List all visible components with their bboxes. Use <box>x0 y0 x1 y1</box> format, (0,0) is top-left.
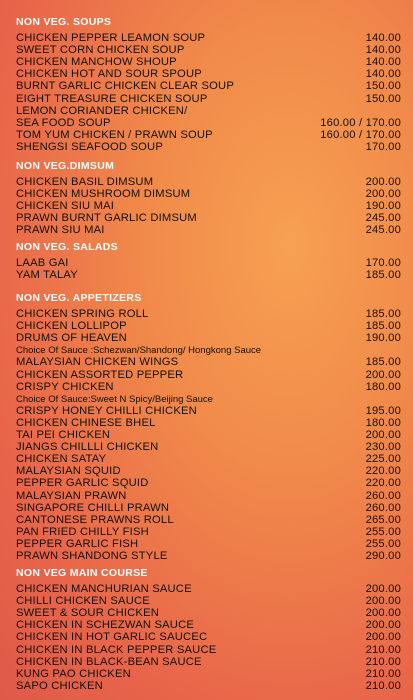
item-price: 180.00 <box>365 380 401 393</box>
item-name: DRUMS OF HEAVEN <box>16 332 127 345</box>
item-name: MALAYSIAN SQUID <box>16 465 121 478</box>
item-name: CRISPY HONEY CHILLI CHICKEN <box>16 404 197 417</box>
item-name: JIANGS CHILLLI CHICKEN <box>16 441 159 454</box>
menu-item <box>16 369 401 381</box>
item-name: TAI PEI CHICKEN <box>16 429 111 441</box>
item-price: 210.00 <box>365 643 401 656</box>
item-price: 140.00 <box>365 56 401 69</box>
item-name: LEMON CORIANDER CHICKEN/ <box>16 104 188 117</box>
item-price: 140.00 <box>365 44 401 57</box>
item-price: 170.00 <box>365 140 401 153</box>
item-name: SEA FOOD SOUP <box>16 116 111 129</box>
menu-item <box>16 514 401 526</box>
menu-item <box>16 129 401 141</box>
menu-item <box>16 212 401 224</box>
item-name: CHICKEN PEPPER LEAMON SOUP <box>16 32 206 44</box>
menu-item <box>16 381 401 393</box>
menu-item <box>16 656 401 668</box>
item-name: LAAB GAI <box>16 257 69 269</box>
menu-item <box>16 32 401 44</box>
item-price: 200.00 <box>365 176 401 188</box>
menu-item <box>16 619 401 631</box>
menu-item <box>16 332 401 344</box>
item-price: 210.00 <box>365 655 401 668</box>
item-name: SHENGSI SEAFOOD SOUP <box>16 140 163 153</box>
item-name: CHICKEN LOLLIPOP <box>16 320 127 333</box>
menu-item <box>16 668 401 680</box>
item-price: 255.00 <box>365 537 401 550</box>
item-name: PRAWN BURNT GARLIC DIMSUM <box>16 212 197 225</box>
menu-item <box>16 93 401 105</box>
item-name: PRAWN SHANDONG STYLE <box>16 550 168 562</box>
item-price: 200.00 <box>365 631 401 644</box>
menu-item <box>16 117 401 129</box>
item-name: CHICKEN IN BLACK-BEAN SAUCE <box>16 655 202 668</box>
item-price: 200.00 <box>365 583 401 595</box>
menu-item <box>16 441 401 453</box>
item-price: 190.00 <box>365 332 401 345</box>
item-price: 200.00 <box>365 429 401 441</box>
sauce-choice-note: Choice Of Sauce :Schezwan/Shandong/ Hongkong Sauce <box>16 345 262 357</box>
item-name: SWEET CORN CHICKEN SOUP <box>16 44 185 57</box>
menu-item <box>16 224 401 236</box>
section-title: NON VEG. APPETIZERS <box>16 292 142 304</box>
item-name: CHICKEN SPRING ROLL <box>16 308 149 320</box>
item-name: MALAYSIAN CHICKEN WINGS <box>16 356 179 369</box>
sauce-choice-note: Choice Of Sauce:Sweet N Spicy/Beijing Sauce <box>16 393 213 405</box>
item-name: TOM YUM CHICKEN / PRAWN SOUP <box>16 128 213 141</box>
item-name: SWEET & SOUR CHICKEN <box>16 607 160 620</box>
item-name: CHICKEN IN HOT GARLIC SAUCEC <box>16 631 208 644</box>
menu-item <box>16 44 401 56</box>
item-name: YAM TALAY <box>16 269 78 282</box>
item-name: PEPPER GARLIC FISH <box>16 537 139 550</box>
menu-item <box>16 105 401 117</box>
item-price: 260.00 <box>365 489 401 502</box>
item-name: PRAWN SIU MAI <box>16 224 105 237</box>
item-price: 180.00 <box>365 416 401 429</box>
menu-item <box>16 502 401 514</box>
item-price: 265.00 <box>365 513 401 526</box>
item-name: BURNT GARLIC CHICKEN CLEAR SOUP <box>16 80 234 93</box>
item-name: CHICKEN BASIL DIMSUM <box>16 176 154 188</box>
section-title: NON VEG MAIN COURSE <box>16 567 148 579</box>
menu-item <box>16 141 401 153</box>
section-title: NON VEG. SALADS <box>16 241 118 253</box>
item-price: 225.00 <box>365 453 401 466</box>
item-name: PAN FRIED CHILLY FISH <box>16 525 149 538</box>
item-price: 185.00 <box>365 320 401 333</box>
item-name: KUNG PAO CHICKEN <box>16 667 131 680</box>
item-price: 185.00 <box>365 356 401 369</box>
item-name: CHICKEN HOT AND SOUR SPOUP <box>16 68 202 81</box>
menu-item <box>16 465 401 477</box>
menu-item <box>16 429 401 441</box>
item-price: 150.00 <box>365 80 401 93</box>
menu-item <box>16 550 401 562</box>
menu-item <box>16 356 401 368</box>
item-name: PEPPER GARLIC SQUID <box>16 477 149 490</box>
menu-item <box>16 405 401 417</box>
menu-item <box>16 188 401 200</box>
section-title: NON VEG. SOUPS <box>16 16 112 28</box>
item-name: SINGAPORE CHILLI PRAWN <box>16 501 170 514</box>
menu-item <box>16 607 401 619</box>
menu-item <box>16 453 401 465</box>
item-price: 160.00 / 170.00 <box>320 128 401 141</box>
item-name: CHICKEN IN SCHEZWAN SAUCE <box>16 619 195 632</box>
menu-item <box>16 176 401 188</box>
item-price: 140.00 <box>365 32 401 44</box>
menu-item <box>16 80 401 92</box>
menu-item <box>16 200 401 212</box>
item-name: MALAYSIAN PRAWN <box>16 489 127 502</box>
item-price: 290.00 <box>365 550 401 562</box>
item-price: 190.00 <box>365 200 401 213</box>
item-price: 140.00 <box>365 68 401 81</box>
item-price: 260.00 <box>365 501 401 514</box>
menu-item <box>16 631 401 643</box>
item-price: 255.00 <box>365 525 401 538</box>
item-price: 200.00 <box>365 368 401 381</box>
menu-item <box>16 583 401 595</box>
item-name: CHICKEN CHINESE BHEL <box>16 416 156 429</box>
menu-item <box>16 477 401 489</box>
item-price: 210.00 <box>365 679 401 692</box>
item-name: CHICKEN MUSHROOM DIMSUM <box>16 188 191 201</box>
item-name: CHILLI CHICKEN SAUCE <box>16 595 150 608</box>
item-name: CHICKEN SIU MAI <box>16 200 115 213</box>
item-price: 185.00 <box>365 308 401 320</box>
item-name: CHICKEN IN BLACK PEPPER SAUCE <box>16 643 217 656</box>
item-price: 150.00 <box>365 92 401 105</box>
menu-item <box>16 68 401 80</box>
menu-item <box>16 417 401 429</box>
menu-item <box>16 526 401 538</box>
menu-item <box>16 595 401 607</box>
menu-item <box>16 538 401 550</box>
item-price: 245.00 <box>365 224 401 237</box>
item-name: CHICKEN MANCHURIAN SAUCE <box>16 583 192 595</box>
item-name: EIGHT TREASURE CHICKEN SOUP <box>16 92 208 105</box>
item-name: SAPO CHICKEN <box>16 679 103 692</box>
menu-item <box>16 490 401 502</box>
item-price: 230.00 <box>365 441 401 454</box>
item-price: 200.00 <box>365 619 401 632</box>
item-name: CHICKEN ASSORTED PEPPER <box>16 368 184 381</box>
section-title: NON VEG.DIMSUM <box>16 160 115 172</box>
item-price: 170.00 <box>365 257 401 269</box>
item-price: 210.00 <box>365 667 401 680</box>
item-price: 200.00 <box>365 607 401 620</box>
item-name: CANTONESE PRAWNS ROLL <box>16 513 174 526</box>
item-price: 185.00 <box>365 269 401 282</box>
item-price: 200.00 <box>365 595 401 608</box>
menu-item <box>16 308 401 320</box>
item-price: 160.00 / 170.00 <box>320 116 401 129</box>
menu-item <box>16 269 401 281</box>
item-price: 220.00 <box>365 465 401 478</box>
item-price: 200.00 <box>365 188 401 201</box>
item-name: CHICKEN MANCHOW SHOUP <box>16 56 177 69</box>
menu-item <box>16 644 401 656</box>
item-name: CHICKEN SATAY <box>16 453 107 466</box>
menu-item <box>16 56 401 68</box>
item-price: 245.00 <box>365 212 401 225</box>
item-price: 195.00 <box>365 404 401 417</box>
item-name: CRISPY CHICKEN <box>16 380 114 393</box>
menu-item <box>16 320 401 332</box>
item-price: 220.00 <box>365 477 401 490</box>
menu-item <box>16 680 401 692</box>
menu-item <box>16 257 401 269</box>
